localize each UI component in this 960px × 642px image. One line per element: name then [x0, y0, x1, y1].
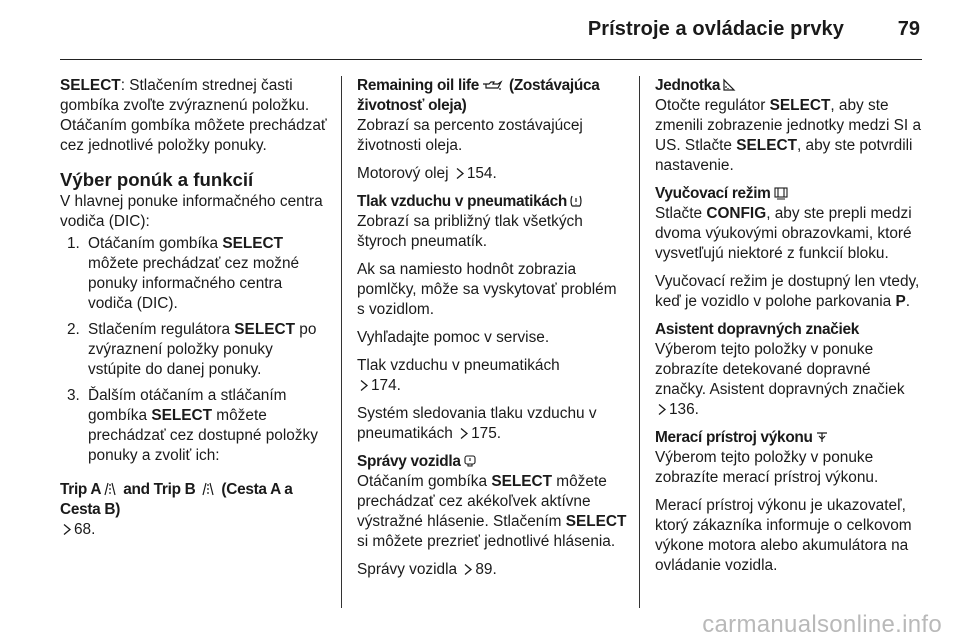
ref-arrow-icon — [359, 379, 369, 392]
steps-list — [60, 234, 328, 466]
tire-pressure-icon — [569, 194, 583, 208]
units-text: Otočte regulátor SELECT, aby ste zmenili zobrazenie jednotky medzi SI a US. Stlačte SELECT, aby ste potvrdili nastavenie. — [655, 97, 922, 174]
units-heading: Jednotka — [655, 76, 923, 96]
section-heading: Výber ponúk a funkcií — [60, 169, 254, 190]
intro-text: V hlavnej ponuke informačného centra vodiča (DIC): — [60, 193, 323, 230]
power-meter-text: Merací prístroj výkonu je ukazovateľ, ktorý zákazníka informuje o celkovom výkone motora alebo akumulátora na ovládanie vozidla. — [655, 497, 912, 574]
ref-arrow-icon — [62, 523, 72, 536]
trip-reference[interactable]: 68. — [60, 520, 328, 540]
traffic-sign-heading: Asistent dopravných značiek — [655, 321, 860, 338]
oil-life-text: Zobrazí sa percento zostávajúcej životnosti oleja. — [357, 117, 583, 154]
power-meter-heading: Merací prístroj výkonu — [655, 428, 923, 448]
power-meter-icon — [815, 430, 829, 444]
select-term: SELECT — [60, 77, 121, 94]
tire-pressure-text: Zobrazí sa približný tlak všetkých štyroch pneumatík. — [357, 213, 583, 250]
list-item: 1. Otáčaním gombíka SELECT môžete prechádzať cez možné ponuky informačného centra vodiča (DIC). — [67, 235, 300, 312]
page-number: 79 — [897, 18, 920, 40]
header-divider — [60, 59, 922, 60]
vehicle-messages-text: Otáčaním gombíka SELECT môžete prechádzať cez akékoľvek aktívne výstražné hlásenie. Stlačením SELECT si môžete prezrieť jednotlivé hlásenia. — [357, 473, 627, 550]
teach-mode-text: Stlačte CONFIG, aby ste prepli medzi dvoma výukovými obrazovkami, ktoré vysvetľujú niektoré z funkcií bloku. — [655, 205, 912, 262]
watermark: carmanualsonline.info — [702, 611, 942, 638]
units-ruler-icon — [722, 78, 736, 92]
ref-arrow-icon — [657, 403, 667, 416]
road-trip-icon — [103, 482, 117, 496]
select-paragraph: SELECT: Stlačením strednej časti gombíka zvoľte zvýraznenú položku. Otáčaním gombíka môžete prechádzať cez jednotlivé položky ponuky. — [60, 77, 327, 154]
column-divider — [639, 76, 640, 608]
teach-mode-icon — [773, 186, 789, 200]
road-trip-icon — [201, 482, 215, 496]
ref-arrow-icon — [459, 427, 469, 440]
column-right — [655, 76, 923, 584]
vehicle-messages-heading: Správy vozidla — [357, 452, 627, 472]
vehicle-message-icon — [463, 454, 477, 468]
teach-mode-text: Vyučovací režim je dostupný len vtedy, keď je vozidlo v polohe parkovania P. — [655, 273, 920, 310]
tire-pressure-heading: Tlak vzduchu v pneumatikách — [357, 192, 627, 212]
power-meter-text: Výberom tejto položky v ponuke zobrazíte merací prístroj výkonu. — [655, 449, 879, 486]
traffic-sign-text[interactable]: Výberom tejto položky v ponuke zobrazíte detekované dopravné značky. Asistent dopravných značiek 136. — [655, 341, 905, 418]
page-title: Prístroje a ovládacie prvky — [587, 18, 844, 40]
column-middle — [357, 76, 627, 588]
vehicle-messages-reference[interactable]: Správy vozidla 89. — [357, 561, 497, 578]
column-divider — [341, 76, 342, 608]
teach-mode-heading: Vyučovací režim — [655, 184, 923, 204]
tire-pressure-reference[interactable]: Tlak vzduchu v pneumatikách 174. — [357, 357, 560, 394]
trip-heading: Trip A and Trip B (Cesta A a Cesta B) — [60, 481, 293, 518]
ref-arrow-icon — [463, 563, 473, 576]
oil-life-reference[interactable]: Motorový olej 154. — [357, 165, 497, 182]
list-item: 3. Ďalším otáčaním a stláčaním gombíka SELECT môžete prechádzať cez dostupné položky ponuky a zvoliť ich: — [67, 387, 318, 464]
tire-pressure-text: Ak sa namiesto hodnôt zobrazia pomlčky, môže sa vyskytovať problém s vozidlom. — [357, 261, 617, 318]
list-item: 2. Stlačením regulátora SELECT po zvýraznení položky ponuky vstúpite do danej ponuky. — [67, 321, 317, 378]
oil-life-heading: Remaining oil life (Zostávajúca životnosť oleja) — [357, 77, 600, 114]
tire-pressure-text: Vyhľadajte pomoc v servise. — [357, 329, 550, 346]
page-header — [0, 0, 960, 56]
column-left — [60, 76, 328, 548]
tpms-reference[interactable]: Systém sledovania tlaku vzduchu v pneumatikách 175. — [357, 405, 597, 442]
oil-can-icon — [481, 79, 503, 92]
ref-arrow-icon — [455, 167, 465, 180]
